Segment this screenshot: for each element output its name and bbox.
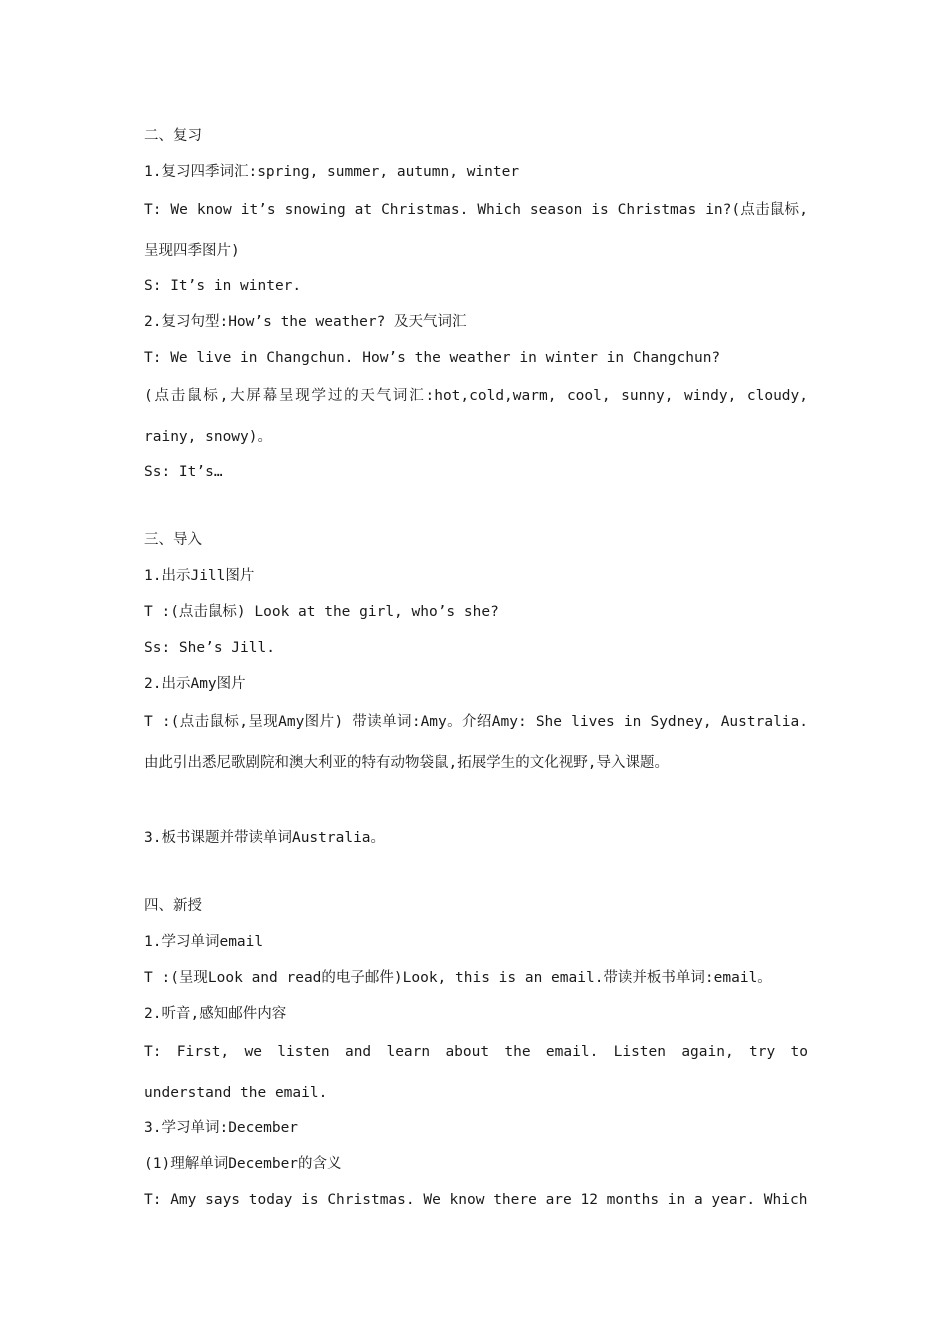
intro-teacher-line-1: T :(点击鼠标) Look at the girl, who’s she? [144,604,499,620]
review-student-line-1: S: It’s in winter. [144,278,302,294]
section-heading-intro: 三、导入 [144,532,202,548]
section-heading-new: 四、新授 [144,898,202,914]
review-teacher-line-2: T: We live in Changchun. How’s the weather in winter in Changchun? [144,350,721,366]
section-gap [144,856,808,888]
review-item-1: 1.复习四季词汇:spring, summer, autumn, winter [144,164,520,180]
review-students-line: Ss: It’s… [144,464,223,480]
review-item-2: 2.复习句型:How’s the weather? 及天气词汇 [144,314,467,330]
review-note: (点击鼠标,大屏幕呈现学过的天气词汇:hot,cold,warm, cool, sunny, windy, cloudy, rainy, snowy)。 [144,388,808,445]
new-sub-item-1: (1)理解单词December的含义 [144,1156,342,1172]
new-item-3: 3.学习单词:December [144,1120,299,1136]
intro-item-1: 1.出示Jill图片 [144,568,255,584]
new-item-2: 2.听音,感知邮件内容 [144,1006,287,1022]
document-body [144,118,808,1218]
intro-teacher-line-2: T :(点击鼠标,呈现Amy图片) 带读单词:Amy。介绍Amy: She lives in Sydney, Australia.由此引出悉尼歌剧院和澳大利亚的特有动物袋鼠,拓展学生的文化视野,导入课题。 [144,714,808,771]
section-gap [144,490,808,522]
new-item-1: 1.学习单词email [144,934,264,950]
intro-item-3: 3.板书课题并带读单词Australia。 [144,830,386,846]
section-heading-review: 二、复习 [144,128,202,144]
new-teacher-line-1: T :(呈现Look and read的电子邮件)Look, this is an email.带读并板书单词:email。 [144,970,772,986]
review-teacher-line-1: T: We know it’s snowing at Christmas. Which season is Christmas in?(点击鼠标,呈现四季图片) [144,202,808,259]
new-teacher-line-2: T: First, we listen and learn about the email. Listen again, try to understand the email. [144,1044,808,1101]
intro-students-line-1: Ss: She’s Jill. [144,640,275,656]
new-teacher-line-3: T: Amy says today is Christmas. We know there are 12 months in a year. Which [144,1192,808,1208]
intro-item-2: 2.出示Amy图片 [144,676,246,692]
